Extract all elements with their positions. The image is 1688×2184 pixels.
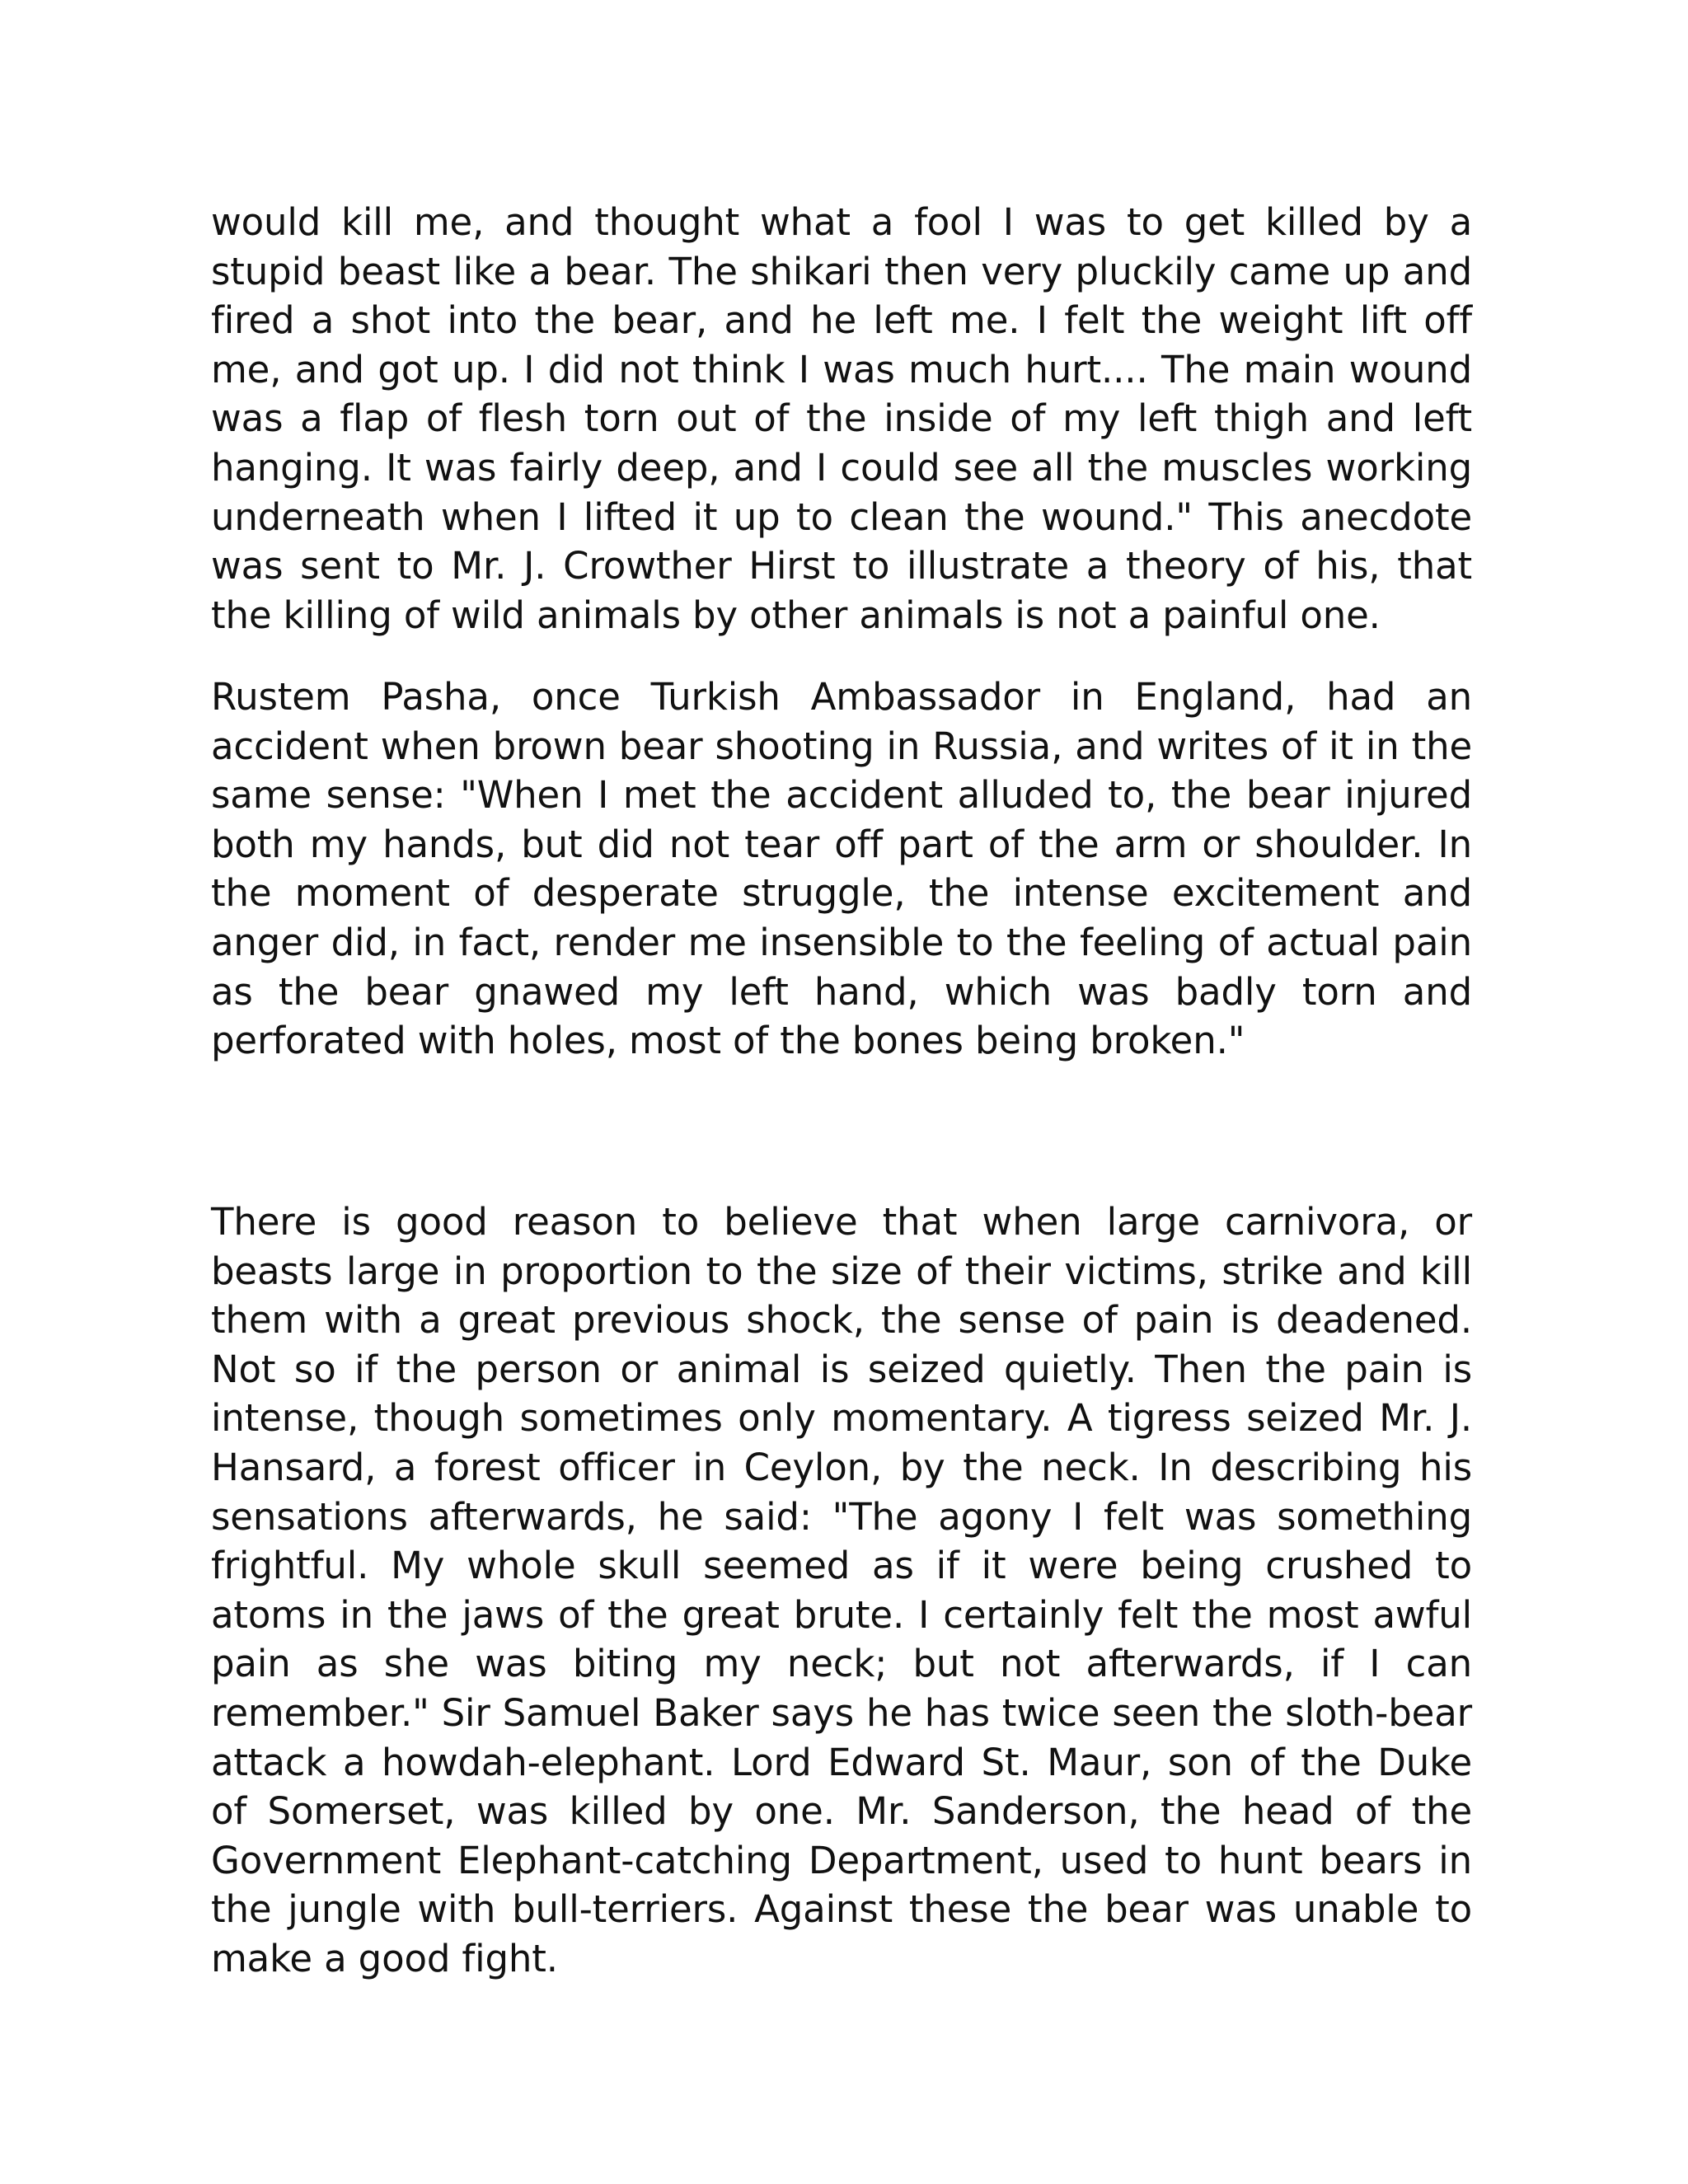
paragraph-carnivora-shock: There is good reason to believe that when large carnivora, or beasts large in proportion to the size of their victims, strike and kill them with a great previous shock, the sense of pain is deadened. Not so if the person or animal is seized quietly. Then the pain is intense, though sometimes only momentary. A tigress seized Mr. J. Hansard, a forest officer in Ceylon, by the neck. In describing his sensations afterwards, he said: "The agony I felt was something frightful. My whole skull seemed as if it were being crushed to atoms in the jaws of the great brute. I certainly felt the most awful pain as she was biting my neck; but not afterwards, if I can remember." Sir Samuel Baker says he has twice seen the sloth-bear attack a howdah-elephant. Lord Edward St. Maur, son of the Duke of Somerset, was killed by one. Mr. Sanderson, the head of the Government Elephant-catching Department, used to hunt bears in the jungle with bull-terriers. Against these the bear was unable to make a good fight. (211, 1200, 1472, 1980)
paragraph-rustem-pasha: Rustem Pasha, once Turkish Ambassador in England, had an accident when brown bear shooting in Russia, and writes of it in the same sense: "When I met the accident alluded to, the bear injured both my hands, but did not tear off part of the arm or shoulder. In the moment of desperate struggle, the intense excitement and anger did, in fact, render me insensible to the feeling of actual pain as the bear gnawed my left hand, which was badly torn and perforated with holes, most of the bones being broken." (211, 675, 1472, 1063)
paragraph-bear-wound: would kill me, and thought what a fool I was to get killed by a stupid beast like a bear. The shikari then very pluckily came up and fired a shot into the bear, and he left me. I felt the weight lift off me, and got up. I did not think I was much hurt.... The main wound was a flap of flesh torn out of the inside of my left thigh and left hanging. It was fairly deep, and I could see all the muscles working underneath when I lifted it up to clean the wound." This anecdote was sent to Mr. J. Crowther Hirst to illustrate a theory of his, that the killing of wild animals by other animals is not a painful one. (211, 200, 1472, 637)
